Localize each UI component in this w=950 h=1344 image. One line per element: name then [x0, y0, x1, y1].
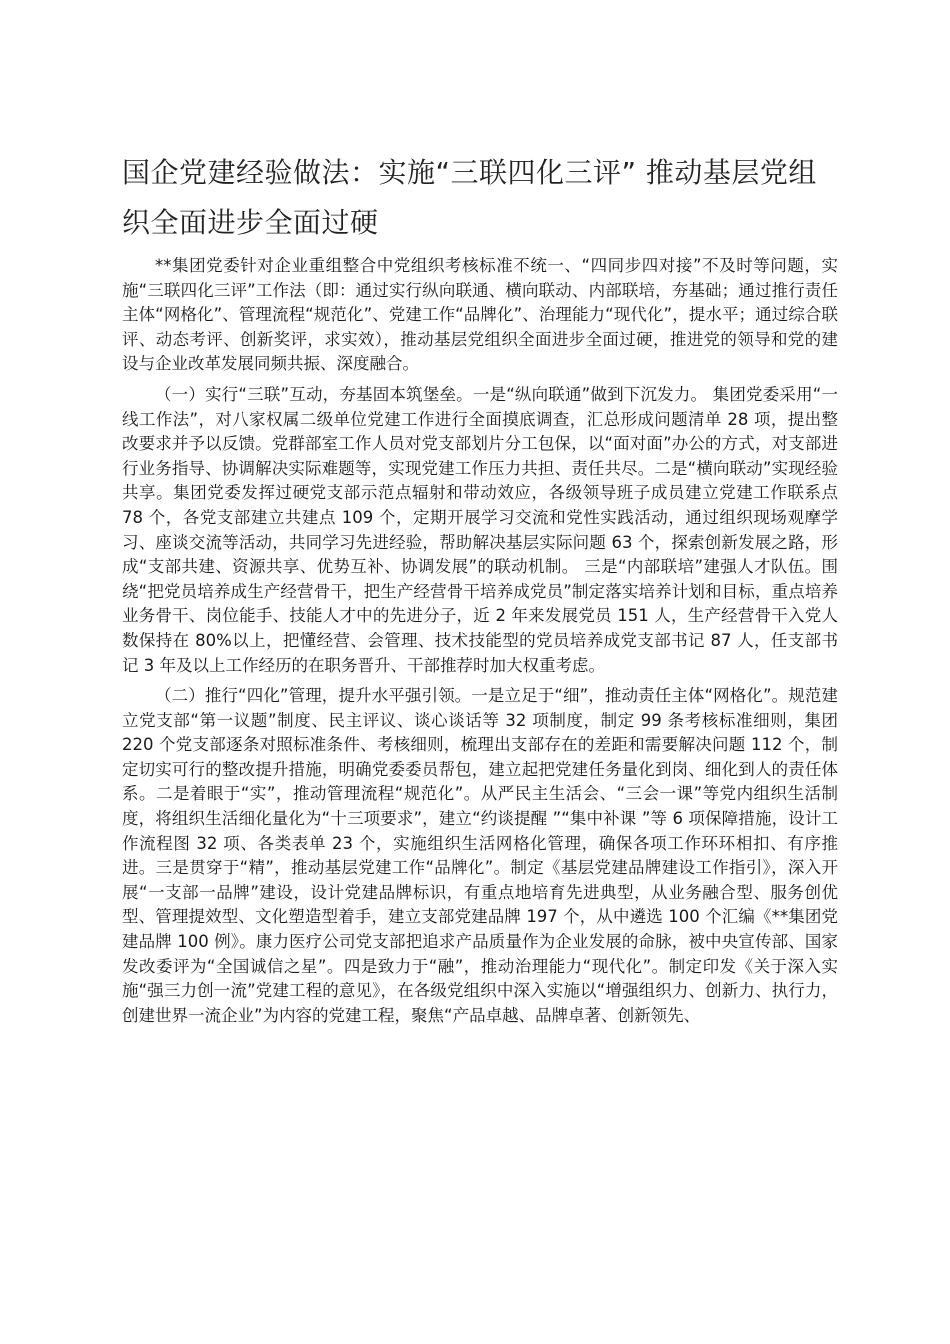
- paragraph-intro: **集团党委针对企业重组整合中党组织考核标准不统一、“四同步四对接”不及时等问题，实施“三联四化三评”工作法（即：通过实行纵向联通、横向联动、内部联培，夯基础；通过推行责任主体“网格化”、管理流程“规范化”、党建工作“品牌化”、治理能力“现代化”，提水平；通过综合联评、动态考评、创新奖评，求实效），推动基层党组织全面进步全面过硬，推进党的领导和党的建设与企业改革发展同频共振、深度融合。: [122, 256, 838, 374]
- document-title: 国企党建经验做法：实施“三联四化三评” 推动基层党组织全面进步全面过硬: [122, 156, 817, 239]
- document-body: [122, 254, 838, 1030]
- paragraph-section-two: （二）推行“四化”管理，提升水平强引领。一是立足于“细”，推动责任主体“网格化”。规范建立党支部“第一议题”制度、民主评议、谈心谈话等 32 项制度，制定 99 条考核标准细则，集团 220 个党支部逐条对照标准条件、考核细则，梳理出支部存在的差距和需要解决问题 112 个，制定切实可行的整改提升措施，明确党委委员帮包，建立起把党建任务量化到岗、细化到人的责任体系。二是着眼于“实”，推动管理流程“规范化”。从严民主生活会、“三会一课”等党内组织生活制度，将组织生活细化量化为“十三项要求”，建立“约谈提醒 ”“集中补课 ”等 6 项保障措施，设计工作流程图 32 项、各类表单 23 个，实施组织生活网格化管理，确保各项工作环环相扣、有序推进。三是贯穿于“精”，推动基层党建工作“品牌化”。制定《基层党建品牌建设工作指引》，深入开展“一支部一品牌”建设，设计党建品牌标识，有重点地培育先进典型，从业务融合型、服务创优型、管理提效型、文化塑造型着手，建立支部党建品牌 197 个，从中遴选 100 个汇编《**集团党建品牌 100 例》。康力医疗公司党支部把追求产品质量作为企业发展的命脉，被中央宣传部、国家发改委评为“全国诚信之星”。四是致力于“融”，推动治理能力“现代化”。制定印发《关于深入实施“强三力创一流”党建工程的意见》，在各级党组织中深入实施以“增强组织力、创新力、执行力，创建世界一流企业”为内容的党建工程，聚焦“产品卓越、品牌卓著、创新领先、: [122, 686, 838, 1025]
- paragraph-section-one: （一）实行“三联”互动，夯基固本筑堡垒。一是“纵向联通”做到下沉发力。 集团党委采用“一线工作法”，对八家权属二级单位党建工作进行全面摸底调查，汇总形成问题清单 28 项，提出整改要求并予以反馈。党群部室工作人员对党支部划片分工包保，以“面对面”办公的方式，对支部进行业务指导、协调解决实际难题等，实现党建工作压力共担、责任共尽。二是“横向联动”实现经验共享。集团党委发挥过硬党支部示范点辐射和带动效应，各级领导班子成员建立党建工作联系点 78 个，各党支部建立共建点 109 个，定期开展学习交流和党性实践活动，通过组织现场观摩学习、座谈交流等活动，共同学习先进经验，帮助解决基层实际问题 63 个，探索创新发展之路，形成“支部共建、资源共享、优势互补、协调发展”的联动机制。 三是“内部联培”建强人才队伍。围绕“把党员培养成生产经营骨干，把生产经营骨干培养成党员”制定落实培养计划和目标，重点培养业务骨干、岗位能手、技能人才中的先进分子，近 2 年来发展党员 151 人，生产经营骨干入党人数保持在 80%以上，把懂经营、会管理、技术技能型的党员培养成党支部书记 87 人，任支部书记 3 年及以上工作经历的在职务晋升、干部推荐时加大权重考虑。: [122, 384, 838, 675]
